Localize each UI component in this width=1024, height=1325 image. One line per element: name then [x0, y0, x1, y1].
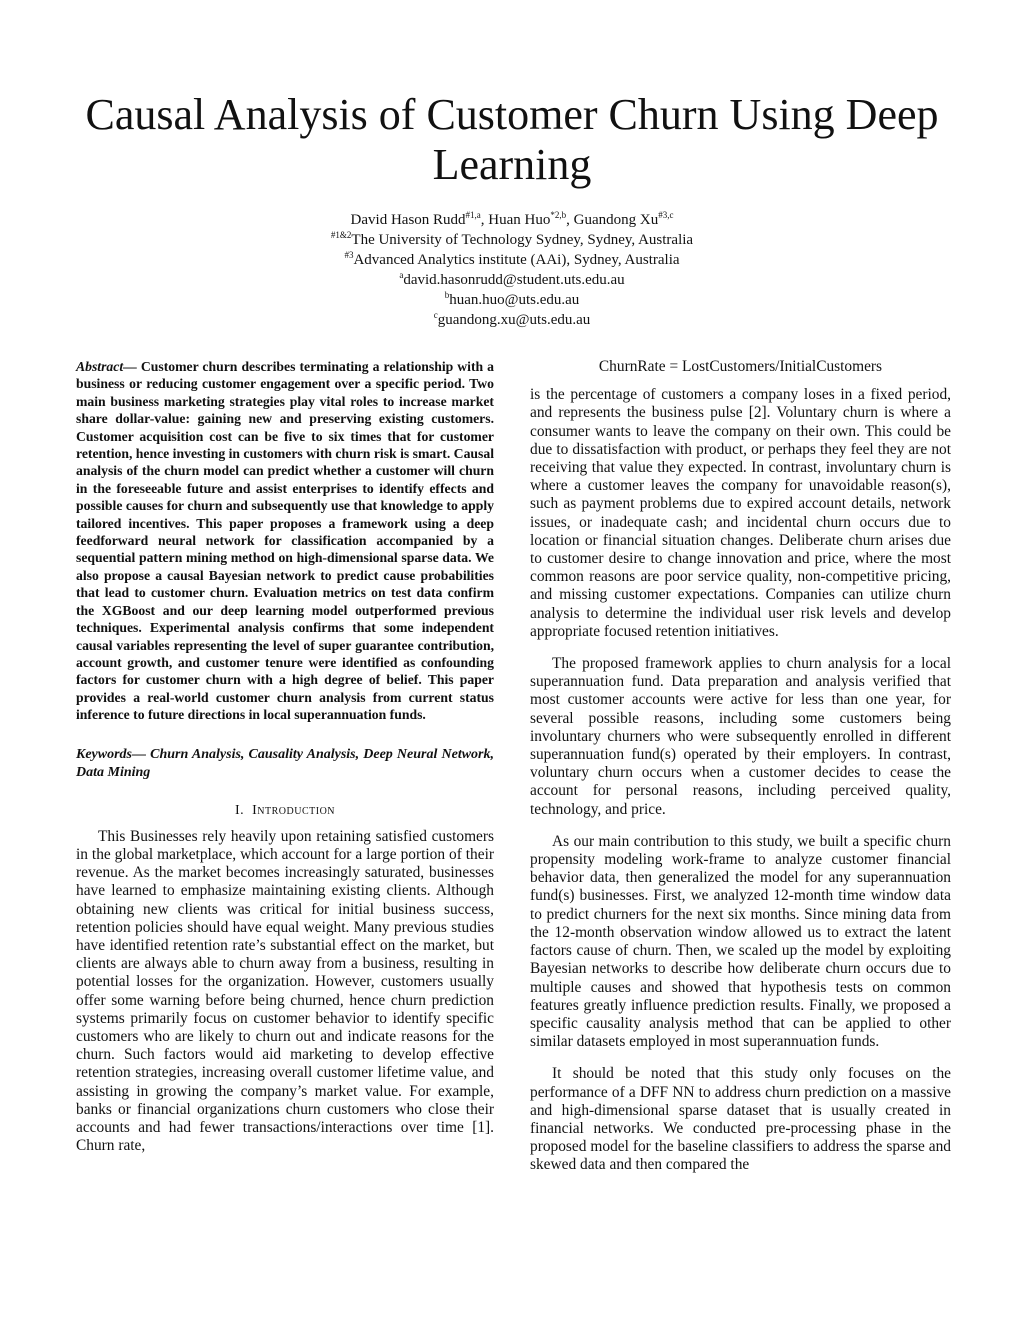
- author-superscript: #1,a: [465, 210, 481, 220]
- affiliation-line: [112, 250, 912, 270]
- author-superscript: *2,b: [550, 210, 567, 220]
- section-number: I.: [234, 802, 245, 818]
- author-superscript: #3,c: [658, 210, 674, 220]
- affiliation-superscript: #3: [344, 250, 354, 260]
- abstract-text: Customer churn describes terminating a relationship with a business or reducing customer engagement over a specific period. Two main business marketing strategies play vital roles to increase market share dollar-value: gaining new and preserving existing customers. Customer acquisition cost can be five to six times that for customer retention, hence investing in customers with churn risk is smart. Causal analysis of the churn model can predict whether a customer will churn in the foreseeable future and assist enterprises to identify effects and possible causes for churn and subsequently use that knowledge to apply tailored incentives. This paper proposes a framework using a deep feedforward neural network for classification accompanied by a sequential pattern mining method on high-dimensional sparse data. We also propose a causal Bayesian network to predict cause probabilities that lead to customer churn. Evaluation metrics on test data confirm the XGBoost and our deep learning model outperformed previous techniques. Experimental analysis confirms that some independent causal variables representing the level of super guarantee contribution, account growth, and customer tenure were identified as confounding factors for customer churn with a high degree of belief. This paper provides a real-world customer churn analysis from current status inference to future directions in local superannuation funds.: [76, 359, 495, 723]
- abstract: [76, 358, 494, 724]
- body-paragraph: is the percentage of customers a company loses in a fixed period, and represents the business pulse [2]. Voluntary churn is where a consumer wants to leave the company on their own. This could be due to dissatisfaction with product, or perhaps they feel they are not receiving that value they expected. In contrast, involuntary churn is where a customer leaves the company for unavoidable reason(s), such as payment problems due to expired account details, network issues, or inadequate cash; and incidental churn occurs due to location or financial situation changes. Deliberate churn arises due to customer desire to change innovation and price, where the most common reasons are poor service quality, non-competitive pricing, and missing customer expectations. Companies can utilize churn analysis to determine the individual user risk levels and develop appropriate focused retention initiatives.: [530, 386, 951, 640]
- keywords: [76, 746, 494, 782]
- body-paragraph: As our main contribution to this study, we built a specific churn propensity modeling work-frame to analyze customer financial behavior data, then generalized the model for any superannuation fund(s) businesses. First, we analyzed 12-month time window data to predict churners for the next six months. Since mining data from the 12-month observation window allowed us to extract the latent factors cause of churn. Then, we scaled up the model by exploiting Bayesian networks to describe how deliberate churn occurs due to multiple causes and showed that hypothesis tests on common features greatly influence prediction results. Finally, we proposed a specific causality analysis method that can be applied to other similar datasets employed in most superannuation funds.: [530, 832, 951, 1051]
- left-column: [76, 358, 494, 1169]
- author-name: Huan Huo: [488, 212, 551, 228]
- intro-paragraph: This Businesses rely heavily upon retaining satisfied customers in the global marketplace, which account for a large portion of their revenue. As the market becomes increasingly saturated, businesses have learned to emphasize maintaining existing clients. Although obtaining new clients was critical for initial business success, retention policies should have equal weight. Many previous studies have identified retention rate’s substantial effect on the market, but clients are always able to churn away from a business, resulting in potential losses for the organization. However, customers usually offer some warning before being churned, hence churn prediction systems primarily focus on customer behavior to identify specific customers who are likely to churn out and indicate reasons for the churn. Such factors would aid marketing to develop effective retention strategies, increasing overall customer lifetime value, and assisting in growing the company’s market value. For example, banks or financial organizations churn customers who close their accounts and had fewer transactions/interactions over time [1]. Churn rate,: [76, 827, 494, 1155]
- affiliation-line: [112, 230, 912, 250]
- email-superscript: a: [399, 270, 404, 280]
- keywords-text: Churn Analysis, Causality Analysis, Deep Neural Network, Data Mining: [76, 746, 495, 780]
- paper-title: Causal Analysis of Customer Churn Using Deep Learning: [85, 90, 939, 189]
- affiliation-superscript: #1&2: [330, 230, 352, 240]
- keywords-label: Keywords—: [76, 746, 146, 762]
- author-block: [112, 210, 912, 330]
- affiliation-text: Advanced Analytics institute (AAi), Sydney, Australia: [353, 252, 680, 268]
- email-superscript: c: [433, 310, 438, 320]
- email-superscript: b: [444, 290, 450, 300]
- author-names-line: David Hason Rudd$^{\#1,a}$, Huan Huo$^{*2,b}$, Guandong Xu$^{\#3,c}$: [350, 210, 674, 228]
- author-name: David Hason Rudd: [350, 212, 466, 228]
- email-text: huan.huo@uts.edu.au: [449, 292, 580, 308]
- email-line: [112, 310, 912, 330]
- author-name: Guandong Xu: [573, 212, 659, 228]
- churn-rate-equation: ChurnRate = LostCustomers/InitialCustomers: [598, 358, 883, 375]
- section-heading-introduction: [76, 802, 494, 820]
- email-text: david.hasonrudd@student.uts.edu.au: [403, 272, 625, 288]
- email-line: [112, 290, 912, 310]
- right-column: [530, 358, 951, 1189]
- affiliation-text: The University of Technology Sydney, Sydney, Australia: [351, 232, 694, 248]
- section-title: Introduction: [252, 802, 336, 818]
- email-text: guandong.xu@uts.edu.au: [437, 312, 591, 328]
- email-line: [112, 270, 912, 290]
- body-paragraph: The proposed framework applies to churn analysis for a local superannuation fund. Data preparation and analysis verified that most customer accounts were active for less than one year, for several possible reasons, including some customers being involuntary churners who were subsequently enrolled in different superannuation fund(s) operated by their employers. In contrast, voluntary churn occurs when a customer decides to cease the account for personal reasons, including perceived quality, technology, and price.: [530, 655, 951, 818]
- body-paragraph: It should be noted that this study only focuses on the performance of a DFF NN to address churn prediction on a massive and high-dimensional sparse dataset that is usually created in financial networks. We conducted pre-processing phase in the proposed model for the baseline classifiers to address the sparse and skewed data and then compared the: [530, 1065, 951, 1174]
- abstract-label: Abstract—: [76, 359, 137, 374]
